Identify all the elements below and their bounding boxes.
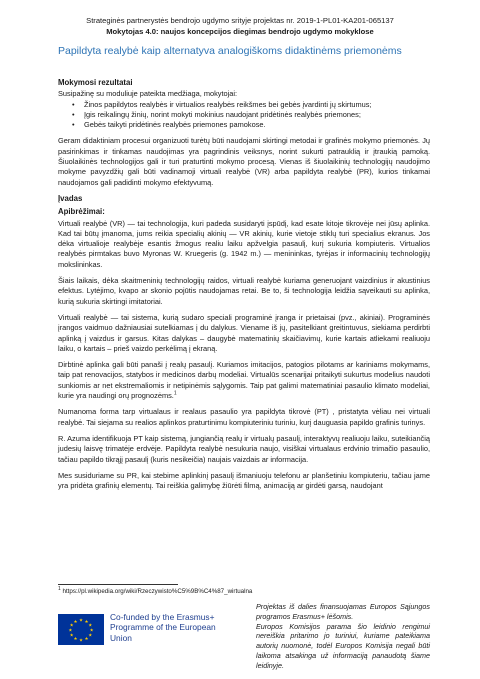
intro-heading: Įvadas	[58, 193, 83, 203]
paragraph-azuma: R. Azuma identifikuoja PT kaip sistemą, jungiančią realų ir virtualų pasaulį, interaktyvų realiuoju laiku, suteikiančią judesių laisvę trimatėje erdvėje. Papildyta realybė nesukuria naujo, visiškai virtualaus erdvinio trimačio pasaulio, tačiau papildo tikrąjį pasaulį (kuris nesikeičia) naujais vaizdais ar informacija.	[58, 433, 430, 464]
svg-text:★: ★	[84, 620, 89, 625]
paragraph-vr-system: Virtuali realybė — tai sistema, kurią sudaro speciali programinė įranga ir prietaisai (pvz., akiniai). Programinės įrangos vaidmuo dažniausiai sutelkiamas į du dalykus. Viename iš jų, pasitelkiant greitintuvus, siekiama perdirbti aplinką į vaizdus ir garsus. Kitas dalykas – daugybė matematinių skaičiavimų, kurie kartais atliekami realiuoju laiku, o kartais – prieš vaizdo perkėlimą į ekraną.	[58, 312, 430, 353]
outcomes-paragraph: Geram didaktiniam procesui organizuoti turėtų būti naudojami skirtingi metodai ir grafinės mokymo priemonės. Jų pasirinkimas ir tinkamas naudojimas yra pagrindinis veiksnys, norint sukurti patrauklią ir įtraukią pamoką. Šiuolaikinės technologijos gali ir turi praturtinti mokymo procesą. Vienas iš šiuolaikinių technologijų naudojimo mokyme pavyzdžių gali būti vadinamoji virtuali realybė (VR) arba papildyta realybė (PR), kurios tinkamai naudojamos gali padidinti mokymo efektyvumą.	[58, 136, 430, 187]
eu-flag-icon	[58, 614, 104, 645]
paragraph-digital-tech: Šiais laikais, dėka skaitmeninių technologijų raidos, virtuali realybė kuriama generuojant vaizdinius ir akustinius efektus. Lytėjimo, kvapo ar skonio pojūtis naudojamas retai. Be to, ši technologija leidžia sąveikauti su aplinka, kurią sukuria skirtingi imitatoriai.	[58, 276, 430, 306]
svg-text:★: ★	[69, 623, 74, 629]
header-project-title: Mokytojas 4.0: naujos koncepcijos diegimas bendrojo ugdymo mokyklose	[106, 26, 374, 36]
footnote	[58, 585, 430, 596]
page-footer	[58, 602, 430, 672]
svg-text:★: ★	[73, 620, 78, 625]
list-item: • Žinos papildytos realybės ir virtualios realybės reikšmes bei gebės įvardinti jų skirtumus;	[72, 100, 430, 110]
outcomes-heading: Mokymosi rezultatai	[58, 78, 133, 87]
list-item: • Įgis reikalingų žinių, norint mokyti mokinius naudojant pridėtinės realybės priemones;	[72, 110, 430, 120]
document-body	[58, 78, 430, 497]
svg-text:★: ★	[84, 637, 89, 642]
footnote-number: 1	[58, 585, 61, 592]
funding-disclaimer	[256, 602, 430, 671]
svg-text:★: ★	[78, 638, 84, 644]
paragraph-smartphone-ar: Mes susiduriame su PR, kai stebime aplinkinį pasaulį išmaniuoju telefonu ar planšetiniu kompiuteriu, tačiau jame yra pridėta grafinių elementų. Tai reiškia galimybę žiūrėti filmą, animaciją ar girdėti garsą, naudojant	[58, 470, 430, 491]
list-item: • Gebės taikyti pridėtinės realybės priemones pamokose.	[72, 120, 430, 130]
definitions-subheading: Apibrėžimai:	[58, 207, 105, 217]
footnote-link[interactable]: https://pl.wikipedia.org/wiki/Rzeczywisto%C5%9B%C4%87_wirtualna	[60, 588, 253, 595]
svg-text:★: ★	[69, 633, 74, 639]
disclaimer-line-1: Projektas iš dalies finansuojamas Europos Sąjungos programos Erasmus+ lėšomis.	[256, 602, 430, 621]
svg-text:★: ★	[88, 633, 93, 639]
svg-text:★: ★	[68, 628, 73, 634]
footnote-divider	[58, 584, 178, 585]
eu-cofunded-text: Co-funded by the Erasmus+ Programme of the European Union	[110, 612, 216, 643]
document-title: Papildyta realybė kaip alternatyva analogiškoms didaktinėms priemonėms	[58, 45, 402, 57]
paragraph-vr-definition: Virtuali realybė (VR) — tai technologija, kuri padeda susidaryti įspūdį, kad esate kitoje tikrovėje nei jūsų aplinka. Kad tai būtų įmanoma, jums reikia specialių akinių — VR akinių, kurie vietoje stiklų turi specialius ekranus. Jos dėka virtualioje realybėje esantis žmogus realiu laiku apžvelgia pasaulį, kurį sukuria kompiuteris. Virtualios realybės pirmtakas buvo Myronas W. Kruegeris (g. 1942 m.) — menininkas, tyrėjas ir informacinių technologijų mokslininkas.	[58, 218, 430, 269]
outcomes-intro: Susipažinę su moduliuje pateikta medžiaga, mokytojai:	[58, 89, 238, 99]
svg-text:★: ★	[88, 623, 93, 629]
disclaimer-line-2: Europos Komisijos parama šio leidinio rengimui nereiškia pritarimo jo turiniui, kuriame pateikiama autorių nuomonė, todėl Europos Komisija negali būti laikoma atsakinga už informaciją panaudotą šiame leidinyje.	[256, 621, 430, 670]
header-project-line: Strateginės partnerystės bendrojo ugdymo srityje projektas nr. 2019-1-PL01-KA201-065137	[86, 16, 394, 25]
outcomes-list	[72, 100, 430, 131]
svg-text:★: ★	[89, 628, 94, 634]
svg-text:★: ★	[73, 637, 78, 642]
paragraph-augmented-reality: Numanoma forma tarp virtualaus ir realaus pasaulio yra papildyta tikrovė (PT) , pristatyta vėliau nei virtuali realybė. Tai siejama su realios aplinkos praturtinimu kompiuteriniu turiniu, kurį dauguasia papildo grafinis turinys.	[58, 407, 430, 427]
page-header	[40, 16, 440, 37]
footnote-reference[interactable]: 1	[173, 390, 177, 397]
paragraph-artificial-environment	[58, 360, 430, 401]
paragraph-artificial-environment-text: Dirbtinė aplinka gali būti panaši į realų pasaulį. Kuriamos imitacijos, patogios pilotams ar kariniams mokymams, taip pat renovacijos, statybos ir medicinos darbų modeliai. Virtualūs scenarijai pritaikyti sukurtus modelius naudoti sunkiomis ar net ekstremaliomis ir netipinėmis sąlygomis. Taip pat galimi matematiniai pasaulio klimato modeliai, kurie yra naudingi orų prognozėms.	[58, 360, 430, 401]
svg-text:★: ★	[78, 618, 84, 624]
